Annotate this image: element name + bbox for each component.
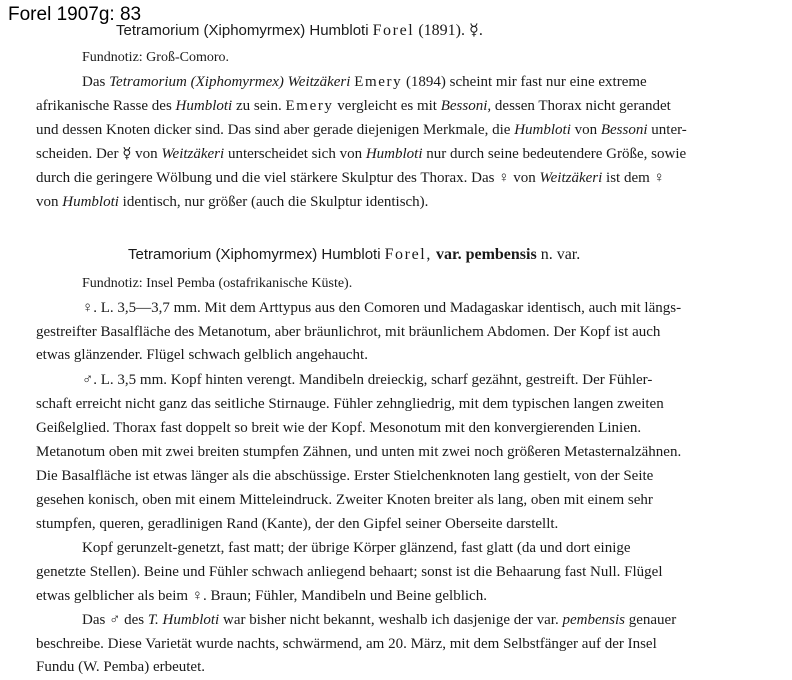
body-line: genetzte Stellen). Beine und Fühler schwach anliegend behaart; sonst ist die Behaarung fast Null. Flügel <box>36 564 663 580</box>
body-line: Das ♂ des T. Humbloti war bisher nicht bekannt, weshalb ich dasjenige der var. pembensis genauer <box>82 612 677 628</box>
body-line: afrikanische Rasse des Humbloti zu sein. Emery vergleicht es mit Bessoni, dessen Thorax nicht gerandet <box>36 98 671 114</box>
heading-variety: var. pembensis <box>435 246 537 263</box>
section-1-heading <box>116 22 483 40</box>
body-line: Die Basalfläche ist etwas länger als die abschüssige. Erster Stielchenknoten lang gestielt, von der Seite <box>36 468 654 484</box>
body-line: und dessen Knoten dicker sind. Das sind aber gerade diejenigen Merkmale, die Humbloti von Bessoni unter- <box>36 122 687 138</box>
body-line: stumpfen, queren, geradlinigen Rand (Kante), der den Gipfel seiner Oberseite darstellt. <box>36 516 559 532</box>
body-line: etwas gelblicher als beim ♀. Braun; Fühler, Mandibeln und Beine gelblich. <box>36 588 487 604</box>
body-line: Fundu (W. Pemba) erbeutet. <box>36 659 205 675</box>
body-line: Geißelglied. Thorax fast doppelt so breit wie der Kopf. Mesonotum mit den konvergierenden Linien. <box>36 420 642 436</box>
heading-author: Forel <box>372 22 415 39</box>
body-line: etwas glänzender. Flügel schwach gelblich angehaucht. <box>36 347 368 363</box>
heading-author: Forel, <box>384 246 432 263</box>
heading-symbol: ☿. <box>469 22 483 39</box>
body-line: durch die geringere Wölbung und die viel stärkere Skulptur des Thorax. Das ♀ von Weitzäkeri ist dem ♀ <box>36 170 665 186</box>
body-line: beschreibe. Diese Varietät wurde nachts, schwärmend, am 20. März, mit dem Selbstfänger auf der Insel <box>36 636 657 652</box>
heading-suffix: n. var. <box>540 246 581 263</box>
heading-genus: Tetramorium (Xiphomyrmex) Humbloti <box>128 246 381 263</box>
page-label: Forel 1907g: 83 <box>8 4 142 25</box>
body-line: gesehen konisch, oben mit einem Mitteleindruck. Zweiter Knoten breiter als lang, oben mit einem sehr <box>36 492 653 508</box>
section-2-heading <box>128 246 580 264</box>
body-line: gestreifter Basalfläche des Metanotum, aber bräunlichrot, mit bräunlichem Abdomen. Der Kopf ist auch <box>36 324 661 340</box>
body-line: von Humbloti identisch, nur größer (auch die Skulptur identisch). <box>36 194 429 210</box>
heading-genus: Tetramorium (Xiphomyrmex) Humbloti <box>116 22 369 39</box>
body-line: ♂. L. 3,5 mm. Kopf hinten verengt. Mandibeln dreieckig, scharf gezähnt, gestreift. Der Fühler- <box>82 372 653 388</box>
section-1-locality: Fundnotiz: Groß-Comoro. <box>82 50 229 65</box>
body-line: ♀. L. 3,5—3,7 mm. Mit dem Arttypus aus den Comoren und Madagaskar identisch, auch mit längs- <box>82 300 682 316</box>
body-line: Metanotum oben mit zwei breiten stumpfen Zähnen, und unten mit zwei noch größeren Metasternalzähnen. <box>36 444 682 460</box>
body-line: schaft erreicht nicht ganz das seitliche Stirnauge. Fühler zehngliedrig, mit dem typischen langen zweiten <box>36 396 664 412</box>
body-line: scheiden. Der ☿ von Weitzäkeri unterscheidet sich von Humbloti nur durch seine bedeutendere Größe, sowie <box>36 146 687 162</box>
heading-year: (1891). <box>418 22 465 39</box>
body-line: Das Tetramorium (Xiphomyrmex) Weitzäkeri Emery (1894) scheint mir fast nur eine extreme <box>82 74 647 90</box>
section-2-locality: Fundnotiz: Insel Pemba (ostafrikanische Küste). <box>82 276 353 291</box>
body-line: Kopf gerunzelt-genetzt, fast matt; der übrige Körper glänzend, fast glatt (da und dort einige <box>82 540 631 556</box>
